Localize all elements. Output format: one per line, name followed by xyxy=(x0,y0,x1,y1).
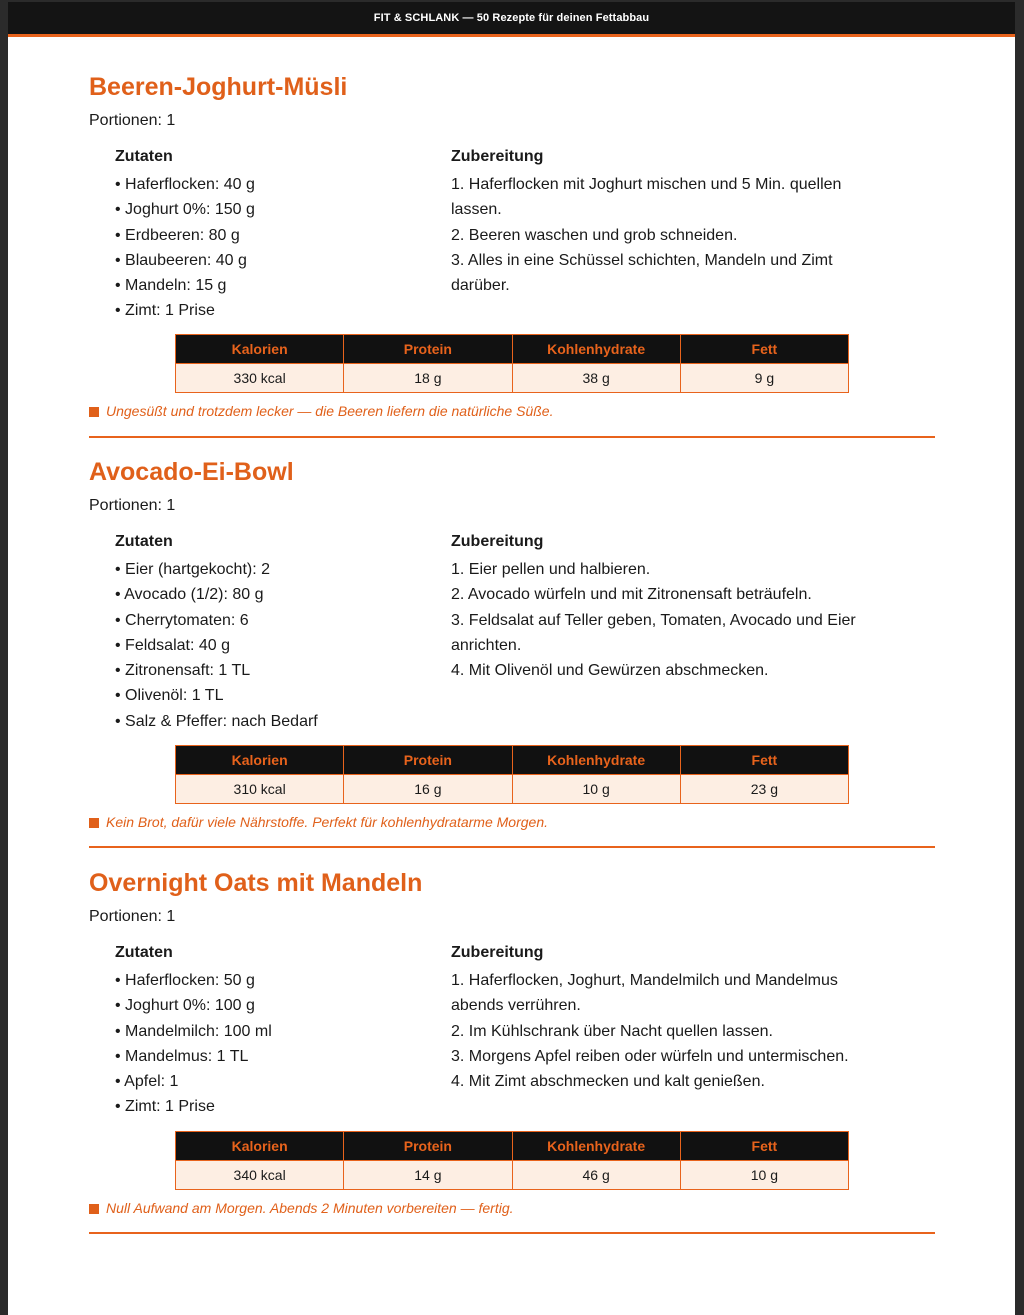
ingredient-item: • Erdbeeren: 80 g xyxy=(115,223,445,248)
ingredients-heading: Zutaten xyxy=(115,944,173,961)
ingredients-column xyxy=(115,147,445,324)
ingredient-item: • Mandelmilch: 100 ml xyxy=(115,1019,445,1044)
ingredient-item: • Apfel: 1 xyxy=(115,1069,445,1094)
recipe-portions: Portionen: 1 xyxy=(89,497,176,514)
ingredient-item: • Joghurt 0%: 150 g xyxy=(115,197,445,222)
nutrition-header-fat: Fett xyxy=(680,335,848,364)
preparation-step: 4. Mit Zimt abschmecken und kalt genießen. xyxy=(451,1073,765,1091)
nutrition-value-row xyxy=(176,1161,849,1190)
preparation-heading: Zubereitung xyxy=(451,533,544,550)
ingredient-item: • Zimt: 1 Prise xyxy=(115,298,445,323)
ingredients-heading: Zutaten xyxy=(115,148,173,165)
ingredient-item: • Mandelmus: 1 TL xyxy=(115,1044,445,1069)
ingredient-item: • Zimt: 1 Prise xyxy=(115,1094,445,1119)
ingredient-item: • Zitronensaft: 1 TL xyxy=(115,658,445,683)
section-divider xyxy=(89,846,935,848)
nutrition-header-fat: Fett xyxy=(680,746,848,775)
ingredient-item: • Olivenöl: 1 TL xyxy=(115,683,445,708)
nutrition-fat: 10 g xyxy=(680,1161,848,1190)
ingredient-item: • Haferflocken: 50 g xyxy=(115,968,445,993)
nutrition-header-carbs: Kohlenhydrate xyxy=(512,1132,680,1161)
nutrition-header-calories: Kalorien xyxy=(176,746,344,775)
preparation-step: 1. Haferflocken, Joghurt, Mandelmilch und Mandelmus xyxy=(451,972,838,989)
ingredients-column xyxy=(115,943,445,1120)
ingredient-item: • Joghurt 0%: 100 g xyxy=(115,993,445,1018)
preparation-column xyxy=(451,943,911,1094)
preparation-step: 1. Eier pellen und halbieren. xyxy=(451,561,651,578)
nutrition-header-calories: Kalorien xyxy=(176,335,344,364)
nutrition-fat: 9 g xyxy=(680,364,848,393)
preparation-step: 3. Feldsalat auf Teller geben, Tomaten, Avocado und Eier xyxy=(451,611,856,629)
nutrition-header-protein: Protein xyxy=(344,335,512,364)
tip-square-icon xyxy=(89,1204,99,1214)
section-divider xyxy=(89,1232,935,1234)
nutrition-table xyxy=(175,1131,849,1190)
preparation-step: darüber. xyxy=(451,277,510,295)
nutrition-header-protein: Protein xyxy=(344,1132,512,1161)
ingredient-item: • Haferflocken: 40 g xyxy=(115,172,445,197)
section-divider xyxy=(89,436,935,438)
preparation-step: anrichten. xyxy=(451,636,522,654)
nutrition-table xyxy=(175,334,849,393)
preparation-heading: Zubereitung xyxy=(451,148,544,165)
recipe-tip-text: Null Aufwand am Morgen. Abends 2 Minuten vorbereiten — fertig. xyxy=(106,1200,514,1216)
preparation-step: abends verrühren. xyxy=(451,997,581,1015)
nutrition-value-row xyxy=(176,775,849,804)
recipe-portions: Portionen: 1 xyxy=(89,908,176,925)
document-page xyxy=(8,2,1015,1315)
nutrition-protein: 16 g xyxy=(344,775,512,804)
recipe-card xyxy=(89,457,935,830)
nutrition-value-row xyxy=(176,364,849,393)
recipe-tip-text: Kein Brot, dafür viele Nährstoffe. Perfekt für kohlenhydratarme Morgen. xyxy=(106,814,548,830)
preparation-step: lassen. xyxy=(451,201,502,219)
ingredient-item: • Eier (hartgekocht): 2 xyxy=(115,557,445,582)
nutrition-carbs: 46 g xyxy=(512,1161,680,1190)
page-header xyxy=(8,2,1015,37)
nutrition-fat: 23 g xyxy=(680,775,848,804)
ingredient-item: • Avocado (1/2): 80 g xyxy=(115,582,445,607)
nutrition-header-fat: Fett xyxy=(680,1132,848,1161)
ingredient-item: • Mandeln: 15 g xyxy=(115,273,445,298)
nutrition-carbs: 10 g xyxy=(512,775,680,804)
preparation-step: 2. Im Kühlschrank über Nacht quellen lassen. xyxy=(451,1022,773,1040)
preparation-column xyxy=(451,147,911,298)
tip-square-icon xyxy=(89,407,99,417)
preparation-step: 3. Morgens Apfel reiben oder würfeln und untermischen. xyxy=(451,1047,849,1065)
tip-square-icon xyxy=(89,818,99,828)
ingredients-column xyxy=(115,532,445,734)
recipe-tip xyxy=(89,402,935,420)
recipe-card xyxy=(89,868,935,1216)
ingredient-item: • Salz & Pfeffer: nach Bedarf xyxy=(115,709,445,734)
nutrition-header-calories: Kalorien xyxy=(176,1132,344,1161)
ingredient-item: • Cherrytomaten: 6 xyxy=(115,608,445,633)
nutrition-carbs: 38 g xyxy=(512,364,680,393)
header-title: FIT & SCHLANK — 50 Rezepte für deinen Fettabbau xyxy=(373,12,650,24)
recipe-title: Overnight Oats mit Mandeln xyxy=(89,869,423,897)
nutrition-protein: 18 g xyxy=(344,364,512,393)
nutrition-header-carbs: Kohlenhydrate xyxy=(512,335,680,364)
nutrition-header-row xyxy=(176,1132,849,1161)
ingredient-item: • Feldsalat: 40 g xyxy=(115,633,445,658)
recipe-title: Avocado-Ei-Bowl xyxy=(89,458,294,486)
recipe-tip xyxy=(89,1199,935,1217)
nutrition-header-row xyxy=(176,335,849,364)
nutrition-protein: 14 g xyxy=(344,1161,512,1190)
preparation-step: 1. Haferflocken mit Joghurt mischen und 5 Min. quellen xyxy=(451,176,842,193)
nutrition-calories: 310 kcal xyxy=(176,775,344,804)
recipe-tip-text: Ungesüßt und trotzdem lecker — die Beeren liefern die natürliche Süße. xyxy=(106,403,554,419)
nutrition-header-protein: Protein xyxy=(344,746,512,775)
ingredient-item: • Blaubeeren: 40 g xyxy=(115,248,445,273)
nutrition-table xyxy=(175,745,849,804)
recipe-tip xyxy=(89,813,935,831)
preparation-step: 2. Avocado würfeln und mit Zitronensaft beträufeln. xyxy=(451,586,812,604)
preparation-step: 2. Beeren waschen und grob schneiden. xyxy=(451,226,738,244)
preparation-step: 3. Alles in eine Schüssel schichten, Mandeln und Zimt xyxy=(451,251,833,269)
recipe-portions: Portionen: 1 xyxy=(89,112,176,129)
preparation-column xyxy=(451,532,911,683)
nutrition-calories: 330 kcal xyxy=(176,364,344,393)
preparation-step: 4. Mit Olivenöl und Gewürzen abschmecken. xyxy=(451,662,769,680)
nutrition-header-carbs: Kohlenhydrate xyxy=(512,746,680,775)
preparation-heading: Zubereitung xyxy=(451,944,544,961)
recipe-title: Beeren-Joghurt-Müsli xyxy=(89,73,348,101)
recipe-card xyxy=(89,72,935,419)
nutrition-calories: 340 kcal xyxy=(176,1161,344,1190)
ingredients-heading: Zutaten xyxy=(115,533,173,550)
nutrition-header-row xyxy=(176,746,849,775)
